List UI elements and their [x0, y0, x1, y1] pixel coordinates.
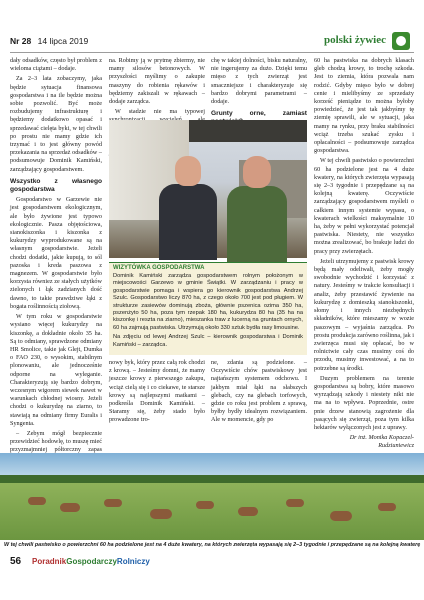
paragraph: Gospodarstwo w Garzewie nie jest gospodarstwem ekologicznym, ale było żywione jest typowo ekologicznie. Pasza objętościowa, sianokiszonka i kiszonka z kukurydzy wyprodukowane są na własnym gospodarstwie. Jeżeli chodzi dodatki, jakie kupują, to sól pazoska i kreda paszowa z magnezem. W gospodarstwie było korzysta równiez ze stałych użytków zielonych i łąk zadzianych dość dawno, to takie prawdziwe łąki z bogata roślinnością ziołową. — [10, 196, 102, 310]
article-column-2 — [109, 57, 205, 117]
cow — [238, 507, 258, 516]
cow — [28, 497, 46, 505]
issue-info — [10, 36, 88, 46]
article-column-3 — [211, 57, 307, 117]
paragraph: – Zebym mógł bezpiecznie przewidzieć hodowlę, to muszę mieć przyzmajmniej półtorczny zapas — [10, 429, 102, 454]
photo-caption: W tej chwili pastwisko o powierzchni 60 ha podzielone jest na 4 duże kwatery, na których zwierzęta wypasają się 2–3 tygodnie i przepędzane są na kolejną kwaterę — [4, 542, 421, 548]
article-column-3-lower — [211, 359, 307, 449]
paragraph: 60 ha pastwiska na dobrych klasach gleb chodzą krowy, to trochę szkoda. Jest to ziemia, która pozwala nam rodzić. Gdyby mięso było w dobrej cenie i mielibyśmy ze sprzedaży korześć pieniądze to można byłoby powiedzieć, że jest tak jakbyśmy tę ziemię sprawili, ale w sytuacji, jaka mamy na rynku, przy braku stabilności wciąż trzeba szukać zysku i opłacalności – podsumowuje zarządca gospodarstwa. — [314, 57, 414, 155]
cow — [104, 499, 122, 507]
person-andrzej — [159, 156, 217, 258]
author-signature: Dr inż. Monika Kopaczel-Rudziuniewicz — [349, 434, 414, 450]
magazine-name-part: Rolniczy — [116, 557, 150, 566]
farm-card-box — [109, 262, 307, 355]
cow — [286, 499, 304, 507]
brand-logo-icon — [392, 32, 410, 50]
cow — [60, 503, 80, 512]
pasture-photo — [0, 453, 424, 540]
paragraph: chę w takiej dolności, bisku naturalny, nie ingerujemy za dużo. Dzięki temu mięso z tych zwierząt jest smaczniejsze i charakteryzuje się bardzo dobrymi parametrami – dodaje. — [211, 57, 307, 106]
article-column-2-lower — [109, 359, 205, 449]
person-dominik — [227, 156, 287, 258]
magazine-name — [32, 557, 150, 566]
paragraph: dały odsadków, często był problem z wieloma ciążami – dodaje. — [10, 57, 102, 73]
cow — [150, 509, 172, 519]
paragraph: ne, zdania są podzielone. – Oczywiście chów pastwiskowy jest najtańszym systemem odchowu. I jakbym miał łąki na słabszych glebach, czy na glebach torfowych, gdzie co roku jest problem z sprawą, byłby bydły idealnym rozwiązaniem. Ale w momencie, gdy po — [211, 359, 307, 424]
article-column-1 — [10, 57, 102, 454]
cow — [378, 503, 396, 511]
issue-number: Nr 28 — [10, 36, 32, 46]
cow — [330, 511, 352, 521]
cow — [196, 501, 214, 509]
paragraph: Za 2–3 lata zobaczymy, jaka będzie sytuacja finansowa gospodarstwa i na ile będzie można sobie pozwolić. Być może rozbudujemy infrastrukturę i będziemy dodatkowo opasać i sprzedawać cielęta byki, w tej chwili po prostu nie mamy gdzie ich trzymać i to jest główny powód przekazania na sprzedaż odsadków – podsumowuje Dominik Kamiński, zarządzający gospodarstwem. — [10, 75, 102, 173]
paragraph: W tym roku w gospodarstwie wysiano więcej kukurydzy na kiszonkę, a dokładnie około 35 ha. Są to odmiany, sprawdzone odmiany HR Smolice, takie jak Glejt, Dumka o FAO 230, o wysokim, stabilnym plonowaniu, ale jednocześnie odporne na wyleganie. Charakteryzują się bardzo dobrym, wczesnym wigorem siewek nawet w warunkach chłodnej wiosny. Jeżeli chodzi o kukurydzę na ziarno, to stawiają na odmiany firmy Euralis i Syngenta. — [10, 313, 102, 427]
subheading: Grunty orne, zamiast — [211, 110, 307, 118]
page-number: 56 — [10, 556, 22, 567]
farm-card-text: Dominik Kamiński zarządza gospodarstwem rolnym położonym w miejscowości Garzewo w gminie Świątki. W zarządzaniu i pracy w gospodarstwie pomaga i wspiera go kierownik gospodarstwa Andrzej Szulc. Gospodarstwo liczy 870 ha, z czego około 700 jest pod pługiem. W strukturze zasiewów dominują zboża, głównie pszenica ozima 350 ha, pszenżyto 50 ha, poza tym rzepak 180 ha, kukurydza 80 ha (35 ha na kiszonkę i reszta na ziarno), mieszanka traw z lucerną na gruntach ornych, 60 ha zajmują pastwiska. Utrzymują około 330 sztuk bydła rasy limousine. — [113, 273, 303, 331]
paragraph: Duzym problemem na terenie gospodarstwa są bobry, które masowo wyrządzają szkody i niestety nikt nie ma na to wpływu. Poprzednie, ostre pnie drzew stanowią zagrożenie dla pasących się zwierząt, poza tym kilka hektarów wyłączonych jest z uprawy. — [314, 374, 414, 431]
page-header — [10, 36, 414, 50]
page-footer — [10, 556, 414, 570]
farm-card-photo-note: Na zdjęciu od lewej Andrzej Szulc – kierownik gospodarstwa i Dominik Kamiński – zarządca. — [113, 334, 303, 348]
paragraph: W stadzie nie ma typowej — [115, 108, 205, 116]
header-divider — [10, 52, 414, 53]
magazine-name-part: Gospodarczy — [66, 557, 117, 566]
paragraph: W tej chwili pastwisko o powierzchni 60 ha podzielone jest na 4 duże kwatery, na których zwierzęta wypasają się 2–3 tygodnie i przepędzane są na kolejną kwaterę. Oczywiście zarządzający gospodarstwem myśleli o całkiem innym systemie wypasu, o kwaterach wielkości maksymalnie 10 ha, żeby w pełni wykorzystać potencjał pastwiska. Niestety, nie wszystko można zrealizować, bo brakuje ludzi do pracy przy zwierzętach. — [314, 157, 414, 255]
farm-card-title: WIZYTÓWKA GOSPODARSTWA — [113, 265, 205, 271]
paragraph: na. Robimy ją w prytmę zbiermy, nie mamy silosów betonowych. W przyszłości myślimy o zakupie maszyny do robienia rękawów i będziemy zakiszali w rękawach – dodaje zarządca. — [109, 57, 205, 106]
subheading: Wszystko z własnego gospodarstwa — [10, 177, 102, 194]
paragraph: nowy byk, który przez całą rok chodzi z krową. – Jesteśmy domni, że mamy jeszcze krowy z pierwszego zakupu, wciąż cielą się i co ciekawe, te starsze krowy są najlepszymi matkami – podkreśla Dominik Kamiński. – Staramy się, żeby stado było prowadzone tro- — [109, 359, 205, 424]
farm-managers-photo — [109, 120, 307, 258]
article-column-4 — [314, 57, 414, 449]
issue-date: 14 lipca 2019 — [37, 36, 89, 46]
paragraph: Jeżeli utrzymujemy z pastwisk krowy będą mały odeliwali, żeby mogły swobodnie wychodzić i korzystać z natury. Jesteśmy w trakcie konsultacji i analiz, żeby przestawić żywienie na kukurydzę z domieszką sianokiszonki, słomy i innych niezbędnych składników, które mieszamy w wozie paszowym – wyjaśnia zarządca. Po prostu produkcja zarówno roślinna, jak i zwierzęca musi się opłacać, bo w rolnictwie cały czas musimy coś do przodu, musimy inwestować, a na to potrzebne są środki. — [314, 257, 415, 372]
magazine-name-part: Poradnik — [32, 557, 67, 566]
section-brand: polski żywiec — [323, 34, 386, 46]
